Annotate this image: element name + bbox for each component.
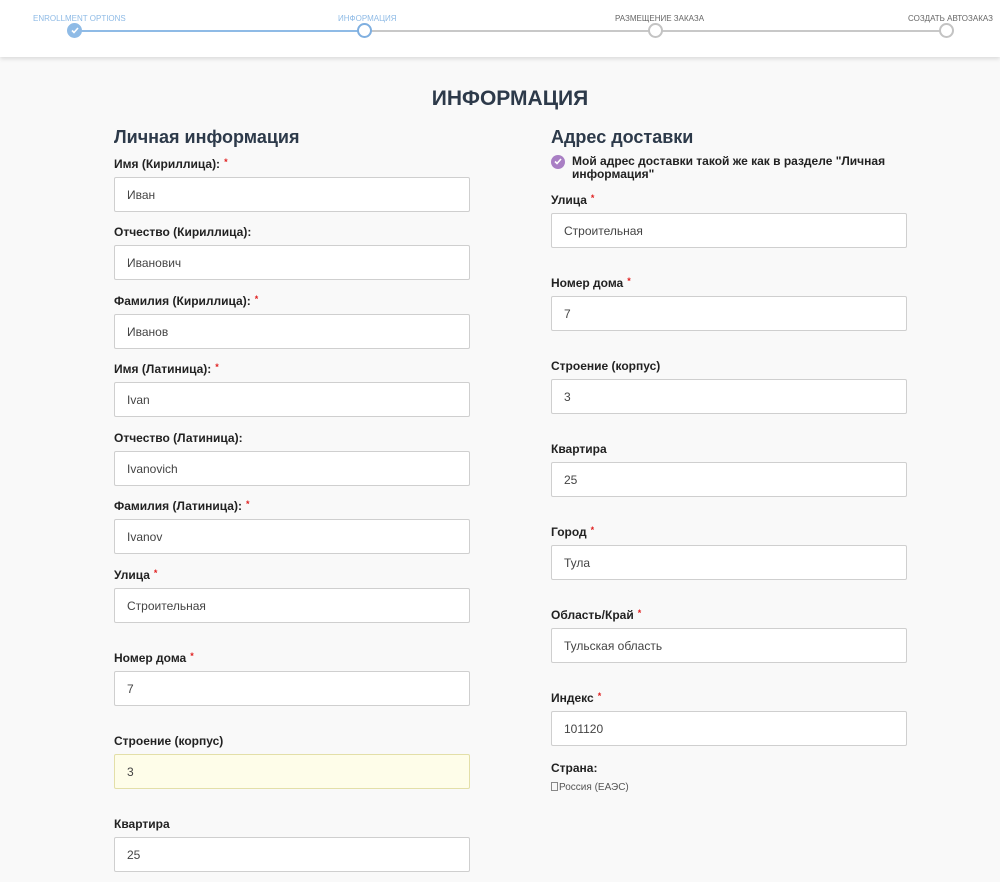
personal-info-section: [114, 126, 470, 862]
ship-postal-code-label: Индекс *: [551, 691, 602, 705]
apartment-input[interactable]: 25: [114, 837, 470, 872]
ship-building-label: Строение (корпус): [551, 359, 661, 373]
step-enrollment-check-icon[interactable]: [67, 23, 82, 38]
page-title: ИНФОРМАЦИЯ: [431, 87, 589, 110]
ship-house-number-input[interactable]: 7: [551, 296, 907, 331]
checkout-progress: [0, 0, 1000, 57]
first-name-cyr-label: Имя (Кириллица): *: [114, 157, 228, 171]
ship-street-input[interactable]: Строительная: [551, 213, 907, 248]
ship-region-label: Область/Край *: [551, 608, 642, 622]
apartment-label: Квартира: [114, 817, 170, 831]
last-name-cyr-input[interactable]: Иванов: [114, 314, 470, 349]
ship-city-input[interactable]: Тула: [551, 545, 907, 580]
ship-street-label: Улица *: [551, 193, 595, 207]
checkbox-checked-icon[interactable]: [551, 155, 565, 169]
first-name-cyr-input[interactable]: Иван: [114, 177, 470, 212]
house-number-label: Номер дома *: [114, 651, 194, 665]
personal-info-title: Личная информация: [114, 127, 300, 147]
step-enrollment-label: ENROLLMENT OPTIONS: [33, 14, 126, 23]
step-info-dot: [357, 23, 372, 38]
ship-building-input[interactable]: 3: [551, 379, 907, 414]
building-input[interactable]: 3: [114, 754, 470, 789]
same-address-label: Мой адрес доставки такой же как в разделе "Личная информация": [572, 154, 886, 181]
shipping-address-title: Адрес доставки: [551, 127, 694, 147]
ship-apartment-label: Квартира: [551, 442, 607, 456]
street-label: Улица *: [114, 568, 158, 582]
middle-name-lat-label: Отчество (Латиница):: [114, 431, 243, 445]
ship-country-label: Страна:: [551, 761, 598, 775]
ship-house-number-label: Номер дома *: [551, 276, 631, 290]
ship-city-label: Город *: [551, 525, 595, 539]
ship-region-input[interactable]: Тульская область: [551, 628, 907, 663]
step-order-label: РАЗМЕЩЕНИЕ ЗАКАЗА: [615, 14, 705, 23]
first-name-lat-label: Имя (Латиница): *: [114, 362, 219, 376]
ship-country-value: Россия (ЕАЭС): [551, 782, 629, 793]
last-name-lat-label: Фамилия (Латиница): *: [114, 499, 250, 513]
step-info-label: ИНФОРМАЦИЯ: [338, 14, 397, 23]
middle-name-lat-input[interactable]: Ivanovich: [114, 451, 470, 486]
step-order-dot: [648, 23, 663, 38]
progress-track-done: [74, 30, 364, 32]
step-autoship-dot: [939, 23, 954, 38]
ship-apartment-input[interactable]: 25: [551, 462, 907, 497]
middle-name-cyr-label: Отчество (Кириллица):: [114, 225, 252, 239]
building-label: Строение (корпус): [114, 734, 224, 748]
middle-name-cyr-input[interactable]: Иванович: [114, 245, 470, 280]
last-name-cyr-label: Фамилия (Кириллица): *: [114, 294, 259, 308]
last-name-lat-input[interactable]: Ivanov: [114, 519, 470, 554]
house-number-input[interactable]: 7: [114, 671, 470, 706]
shipping-address-section: [551, 126, 907, 793]
street-input[interactable]: Строительная: [114, 588, 470, 623]
first-name-lat-input[interactable]: Ivan: [114, 382, 470, 417]
ship-postal-code-input[interactable]: 101120: [551, 711, 907, 746]
step-autoship-label: СОЗДАТЬ АВТОЗАКАЗ: [908, 14, 993, 23]
country-flag-icon: [551, 782, 558, 791]
